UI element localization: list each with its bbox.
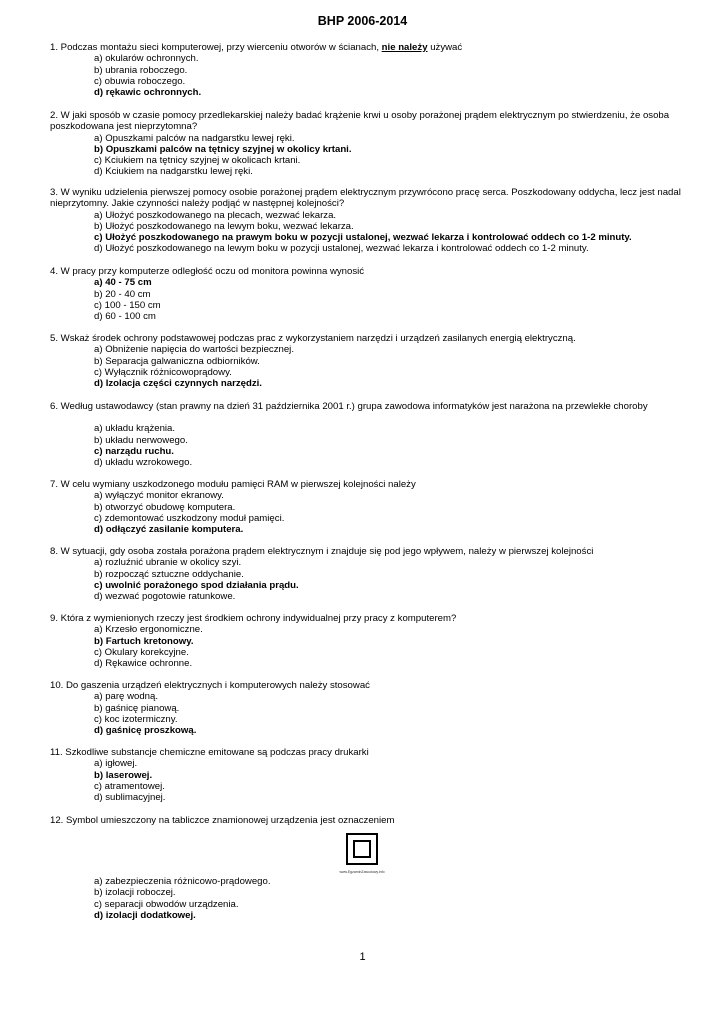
answer-b-correct: b) Opuszkami palców na tętnicy szyjnej w okolicy krtani. <box>94 143 352 155</box>
answer-a-correct: a) 40 - 75 cm <box>94 277 152 289</box>
question-stem: 8. W sytuacji, gdy osoba została porażona prądem elektrycznym i znajduje się pod jego wpływem, należy w pierwszej kolejności <box>50 546 594 557</box>
question-stem: 6. Według ustawodawcy (stan prawny na dzień 31 października 2001 r.) grupa zawodowa informatyków jest narażona na przewlekłe choroby <box>50 401 648 412</box>
page-title: BHP 2006-2014 <box>317 14 408 28</box>
answer-a: a) Opuszkami palców na nadgarstku lewej ręki. <box>94 132 295 144</box>
question-stem: 12. Symbol umieszczony na tabliczce znamionowej urządzenia jest oznaczeniem <box>50 815 395 826</box>
answer-d: d) Kciukiem na nadgarstku lewej ręki. <box>94 166 253 178</box>
answer-c: c) zdemontować uszkodzony moduł pamięci. <box>94 512 285 524</box>
answer-d: d) wezwać pogotowie ratunkowe. <box>94 591 236 603</box>
answer-b: b) rozpocząć sztuczne oddychanie. <box>94 568 244 580</box>
answer-a: a) igłowej. <box>94 758 138 770</box>
answer-d-correct: d) gaśnicę proszkową. <box>94 725 197 737</box>
answer-b: b) ubrania roboczego. <box>94 64 188 76</box>
question-4 <box>50 266 690 322</box>
question-11 <box>50 747 690 803</box>
question-stem: 3. W wyniku udzielenia pierwszej pomocy osobie porażonej prądem elektrycznym przywrócono pracę serca. Poszkodowany oddycha, lecz jest nadal nieprzytomny. Jakie czynności należy podjąć w następnej kolejności? <box>50 187 681 210</box>
answer-d: d) Ułożyć poszkodowanego na lewym boku w pozycji ustalonej, wezwać lekarza i kontrolować oddech co 1-2 minuty. <box>94 243 589 255</box>
answer-c-correct: c) narządu ruchu. <box>94 445 174 457</box>
answer-d-correct: d) rękawic ochronnych. <box>94 87 202 99</box>
question-stem: 9. Która z wymienionych rzeczy jest środkiem ochrony indywidualnej przy pracy z komputerem? <box>50 613 457 624</box>
answer-d: d) sublimacyjnej. <box>94 792 166 804</box>
answer-c: c) atramentowej. <box>94 780 165 792</box>
answer-a: a) zabezpieczenia różnicowo-prądowego. <box>94 876 271 887</box>
answer-b: b) izolacji roboczej. <box>94 887 176 899</box>
question-6 <box>50 401 690 468</box>
question-stem: 2. W jaki sposób w czasie pomocy przedlekarskiej należy badać krążenie krwi u osoby porażonej prądem elektrycznym po stwierdzeniu, że osoba poszkodowana jest nieprzytomna? <box>50 110 670 133</box>
answer-c-correct: c) uwolnić porażonego spod działania prądu. <box>94 579 299 591</box>
answer-c: c) Okulary korekcyjne. <box>94 646 189 658</box>
answer-b: b) Separacja galwaniczna odbiorników. <box>94 355 260 367</box>
question-stem: 7. W celu wymiany uszkodzonego modułu pamięci RAM w pierwszej kolejności należy <box>50 479 416 490</box>
question-1 <box>50 42 690 98</box>
answer-a: a) wyłączyć monitor ekranowy. <box>94 490 224 502</box>
question-12 <box>50 815 690 826</box>
answer-b-correct: b) Fartuch kretonowy. <box>94 635 194 647</box>
question-12-answers <box>50 876 690 921</box>
answer-a: a) rozluźnić ubranie w okolicy szyi. <box>94 557 242 569</box>
answer-d-correct: d) odłączyć zasilanie komputera. <box>94 524 244 536</box>
question-5 <box>50 333 690 389</box>
question-7 <box>50 479 690 535</box>
answer-b: b) Ułożyć poszkodowanego na lewym boku, wezwać lekarza. <box>94 220 354 232</box>
answer-d: d) Rękawice ochronne. <box>94 658 193 670</box>
question-10 <box>50 680 690 736</box>
answer-a: a) Krzesło ergonomiczne. <box>94 624 203 636</box>
answer-c: c) Kciukiem na tętnicy szyjnej w okolicach krtani. <box>94 155 301 167</box>
answer-a: a) układu krążenia. <box>94 423 176 435</box>
question-9 <box>50 613 690 669</box>
symbol-caption: www.EgzaminZawodowy.info <box>339 870 385 874</box>
question-8 <box>50 546 690 602</box>
answer-b-correct: b) laserowej. <box>94 769 153 781</box>
emphasis-text: nie należy <box>381 42 428 53</box>
answer-c-correct: c) Ułożyć poszkodowanego na prawym boku w pozycji ustalonej, wezwać lekarza i kontrolować oddech co 1-2 minuty. <box>94 232 632 244</box>
answer-b: b) gaśnicę pianową. <box>94 702 180 714</box>
answer-b: b) 20 - 40 cm <box>94 288 151 300</box>
answer-a: a) parę wodną. <box>94 691 158 703</box>
answer-d-correct: d) Izolacja części czynnych narzędzi. <box>94 378 262 390</box>
question-2 <box>50 110 690 178</box>
answer-c: c) 100 - 150 cm <box>94 299 161 311</box>
answer-a: a) okularów ochronnych. <box>94 53 199 65</box>
answer-a: a) Obniżenie napięcia do wartości bezpiecznej. <box>94 344 294 356</box>
answer-c: c) obuwia roboczego. <box>94 75 186 87</box>
question-stem: 5. Wskaż środek ochrony podstawowej podczas prac z wykorzystaniem narzędzi i urządzeń zasilanych energią elektryczną. <box>50 333 576 344</box>
answer-a: a) Ułożyć poszkodowanego na plecach, wezwać lekarza. <box>94 209 337 221</box>
question-stem: 4. W pracy przy komputerze odległość oczu od monitora powinna wynosić <box>50 266 365 277</box>
question-stem: 11. Szkodliwe substancje chemiczne emitowane są podczas pracy drukarki <box>50 747 369 758</box>
question-3 <box>50 187 690 255</box>
question-stem: 1. Podczas montażu sieci komputerowej, przy wierceniu otworów w ścianach, nie należy używać <box>50 42 463 53</box>
double-insulation-icon <box>339 833 385 877</box>
answer-d: d) 60 - 100 cm <box>94 311 156 323</box>
answer-d-correct: d) izolacji dodatkowej. <box>94 909 196 921</box>
answer-c: c) koc izotermiczny. <box>94 713 178 725</box>
answer-d: d) układu wzrokowego. <box>94 457 193 469</box>
question-stem: 10. Do gaszenia urządzeń elektrycznych i komputerowych należy stosować <box>50 680 370 691</box>
answer-b: b) otworzyć obudowę komputera. <box>94 501 236 513</box>
symbol-inner-square <box>353 840 371 858</box>
answer-c: c) separacji obwodów urządzenia. <box>94 898 239 910</box>
page-number: 1 <box>359 951 366 963</box>
answer-c: c) Wyłącznik różnicowoprądowy. <box>94 366 232 378</box>
answer-b: b) układu nerwowego. <box>94 434 188 446</box>
